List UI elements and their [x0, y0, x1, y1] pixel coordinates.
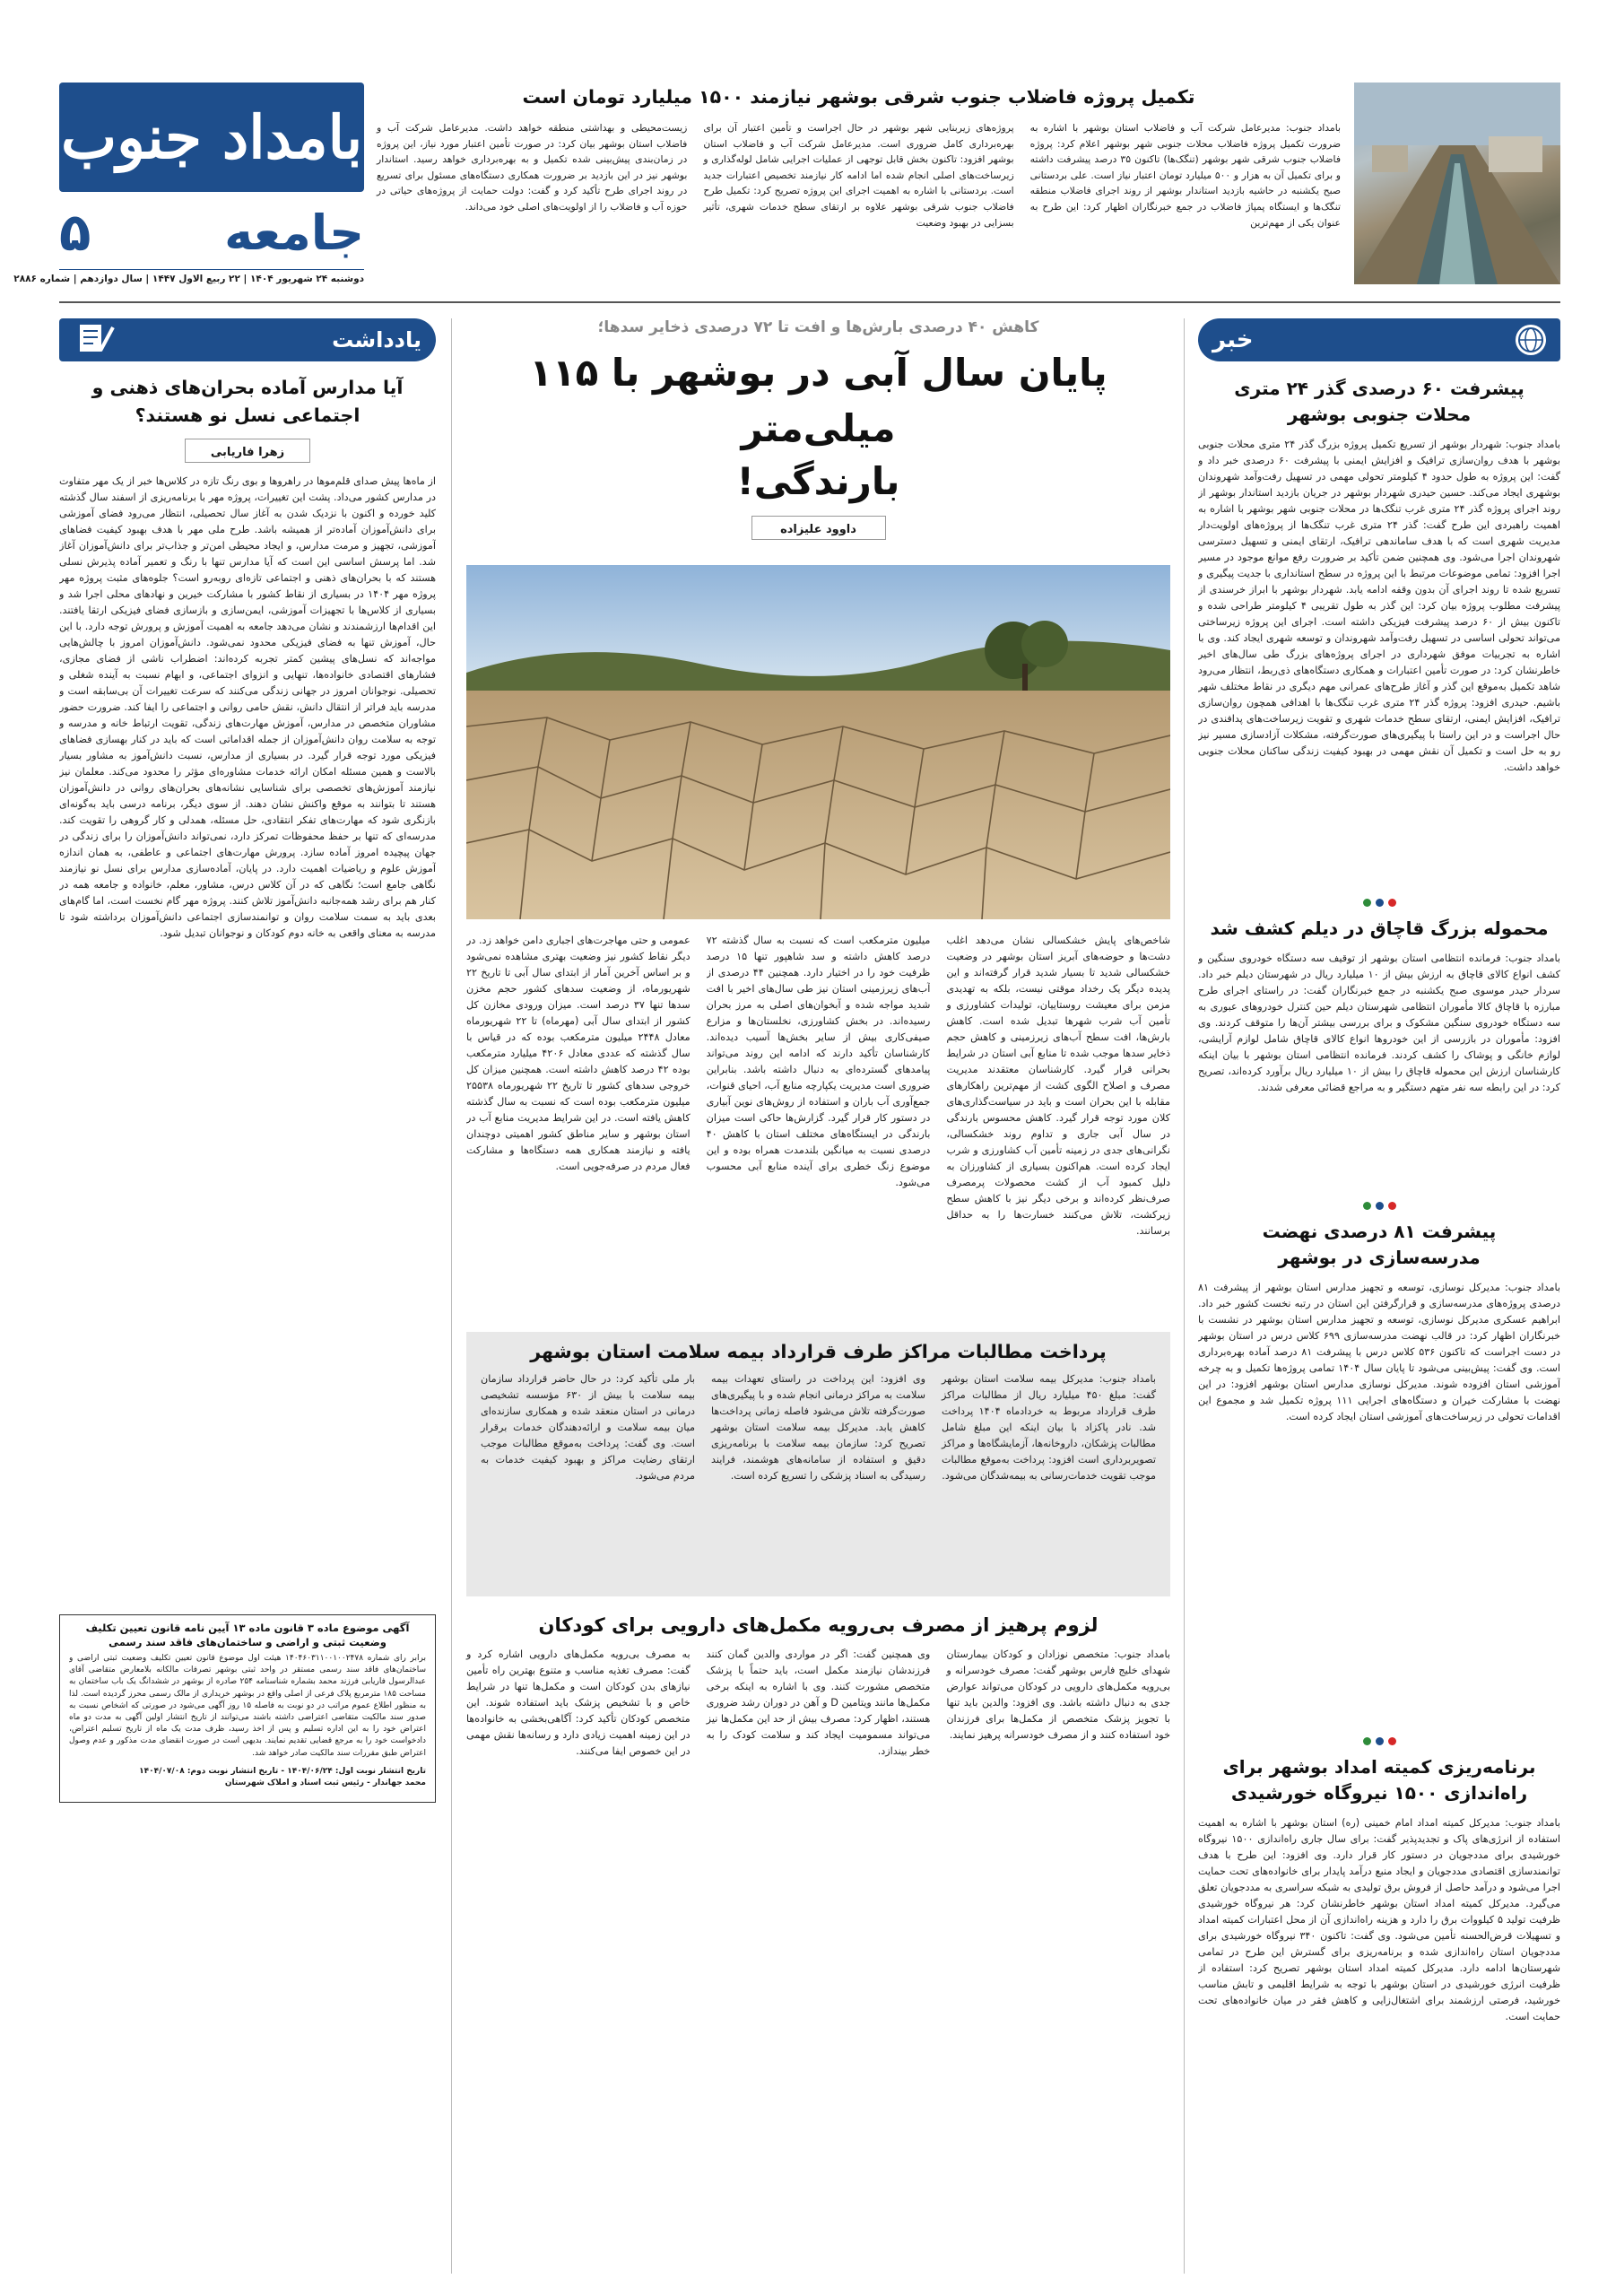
- legal-signer: محمد جهاندار - رئیس ثبت اسناد و املاک شهرستان: [224, 1779, 426, 1787]
- insurance-col-1: بامداد جنوب: مدیرکل بیمه سلامت استان بوشهر گفت: مبلغ ۴۵۰ میلیارد ریال از مطالبات مراکز طرف قرارداد مربوط به خردادماه ۱۴۰۴ پرداخت شد. نادر پاکزاد با بیان اینکه این مبلغ شامل مطالبات پزشکان، داروخانه‌ها، آزمایشگاه‌ها و مراکز تصویربرداری است افزود: پرداخت به‌موقع مطالبات موجب تقویت خدمات‌رسانی به بیمه‌شدگان می‌شود.: [942, 1373, 1156, 1482]
- child-col-3: به مصرف بی‌رویه مکمل‌های دارویی اشاره کرد و گفت: مصرف تغذیه مناسب و متنوع بهترین راه تأمین نیازهای بدن کودکان است و مکمل‌ها تنها در شرایط خاص و با تشخیص پزشک باید استفاده شوند. این متخصص کودکان تأکید کرد: آگاهی‌بخشی به خانواده‌ها در این زمینه اهمیت زیادی دارد و رسانه‌ها نقش مهمی در این خصوص ایفا می‌کنند.: [465, 1648, 691, 1757]
- logo: بامداد جنوب: [59, 83, 364, 192]
- news-column: [1198, 318, 1560, 2274]
- news-item-1-body: بامداد جنوب: شهردار بوشهر از تسریع تکمیل پروژه بزرگ گذر ۲۴ متری محلات جنوبی بوشهر با هدف روان‌سازی ترافیک و افزایش ایمنی با پیشرفت ۶۰ درصدی خبر داد و گفت: این پروژه به طول حدود ۴ کیلومتر تحولی مهمی در تسهیل رفت‌وآمد شهروندان بوشهری ایجاد می‌کند. حسین حیدری شهردار بوشهر در جریان بازدید استاندار بوشهر از روند اجرای پروژه گذر ۲۴ متری غرب تنگک‌ها در محلات جنوبی شهر بوشهر با اشاره به اهمیت راهبردی این طرح گفت: گذر ۲۴ متری غرب تنگک‌ها از پروژه‌های اولویت‌دار مدیریت شهری است که با هدف ساماندهی ترافیک، ارتقای ایمنی و تسهیل دسترسی شهروندان اجرا می‌شود. وی همچنین ضمن تأکید بر ضرورت رفع موانع موجود در مسیر اجرا افزود: تمامی موضوعات مرتبط با این پروژه در سطح استانداری با جدیت پیگیری و تسریع شده تا روند اجرای آن بدون وقفه ادامه یابد. شهردار بوشهر با ابراز خرسندی از پیشرفت مطلوب پروژه بیان کرد: این گذر به طول تقریبی ۴ کیلومتر طراحی شده و تاکنون بیش از ۶۰ درصد پیشرفت فیزیکی داشته است. اجرای این پروژه زیرساختی می‌تواند تحولی اساسی در تسهیل رفت‌وآمد شهروندان و توسعه شهری ایجاد کند. وی با اشاره به تجربیات موفق شهرداری در اجرای پروژه‌های بزرگ طی سال‌های اخیر خاطرنشان کرد: در صورت تأمین اعتبارات و همکاری دستگاه‌های ذی‌ربط، انتظار می‌رود شاهد تکمیل به‌موقع این گذر و آغاز طرح‌های عمرانی مهم دیگری در نقاط مختلف شهر باشیم. حیدری افزود: پروژه گذر ۲۴ متری غرب تنگک‌ها با اهدافی همچون روان‌سازی ترافیک، افزایش ایمنی، ارتقای سطح خدمات شهری و تقویت زیرساخت‌های پدافندی در حال اجراست و در این راستا با پیگیری‌های صورت‌گرفته، مشکلات آزادسازی مسیر نیز رو به حل است و تکمیل آن نقش مهمی در بهبود کیفیت زندگی ساکنان محلات جنوبی خواهد داشت.: [1198, 439, 1560, 773]
- opinion-label-bar: [59, 318, 436, 361]
- news-item-4: [1198, 1754, 1560, 2246]
- opinion-author: زهرا فاریابی: [210, 446, 285, 459]
- child-headline: لزوم پرهیز از مصرف بی‌رویه مکمل‌های دارویی برای کودکان: [538, 1614, 1099, 1636]
- cracked-earth-illustration: [466, 565, 1170, 919]
- trench-illustration: [1354, 83, 1560, 284]
- insurance-col-3: بار ملی تأکید کرد: در حال حاضر قرارداد سازمان بیمه سلامت با بیش از ۶۳۰ مؤسسه تشخیصی درمانی در استان منعقد شده و همکاری سازنده‌ای میان بیمه سلامت و ارائه‌دهندگان خدمات برقرار است. وی گفت: پرداخت به‌موقع مطالبات موجب ارتقای رضایت مراکز و بهبود کیفیت خدمات به مردم می‌شود.: [481, 1373, 695, 1482]
- opinion-label: یادداشت: [332, 327, 421, 352]
- globe-icon: [1516, 325, 1546, 355]
- column-rule-left: [451, 318, 452, 2274]
- news-item-4-headline: برنامه‌ریزی کمیته امداد بوشهر برای راه‌اندازی ۱۵۰۰ نیروگاه خورشیدی: [1222, 1756, 1536, 1804]
- top-story-col-1: بامداد جنوب: مدیرعامل شرکت آب و فاضلاب استان بوشهر با اشاره به ضرورت تکمیل پروژه فاضلاب محلات جنوبی شهر بوشهر اعلام کرد: پروژه فاضلاب جنوب شرقی شهر بوشهر (تنگک‌ها) تاکنون ۳۵ درصد پیشرفت داشته و برای تکمیل آن به هزار و ۵۰۰ میلیارد تومان اعتبار نیاز است. علی بردستانی صبح یکشنبه در حاشیه بازدید استاندار بوشهر از روند اجرای فاضلاب منطقه تنگک‌ها و ایستگاه پمپاژ فاضلاب در جمع خبرنگاران اظهار کرد: این طرح به عنوان یکی از مهم‌ترین: [1029, 122, 1341, 229]
- news-item-4-body: بامداد جنوب: مدیرکل کمیته امداد امام خمینی (ره) استان بوشهر با اشاره به اهمیت استفاده از انرژی‌های پاک و تجدیدپذیر گفت: برای سال جاری راه‌اندازی ۱۵۰۰ نیروگاه خورشیدی برای مددجویان در دستور کار قرار دارد. وی افزود: این طرح با هدف توانمندسازی اقتصادی مددجویان و ایجاد منبع درآمد پایدار برای خانواده‌های تحت حمایت اجرا می‌شود و درآمد حاصل از فروش برق تولیدی به شبکه سراسری به مددجویان تعلق می‌گیرد. مدیرکل کمیته امداد استان بوشهر خاطرنشان کرد: هر نیروگاه خورشیدی ظرفیت تولید ۵ کیلووات برق را دارد و هزینه راه‌اندازی آن از محل اعتبارات کمیته امداد و تسهیلات قرض‌الحسنه تأمین می‌شود. وی گفت: تاکنون ۳۴۰ نیروگاه خورشیدی برای مددجویان استان راه‌اندازی شده و برنامه‌ریزی برای گسترش این طرح در تمامی شهرستان‌ها ادامه دارد. مدیرکل کمیته امداد استان بوشهر تصریح کرد: استفاده از ظرفیت انرژی خورشیدی در استان بوشهر با توجه به شرایط اقلیمی و تابش مناسب خورشید، فرصتی ارزشمند برای اشتغال‌زایی و کاهش فقر در میان خانواده‌های تحت حمایت است.: [1198, 1817, 1560, 2022]
- main-story: [466, 318, 1170, 540]
- masthead: [13, 83, 364, 289]
- section-title: جامعه: [224, 204, 364, 261]
- news-item-1-headline: پیشرفت ۶۰ درصدی گذر ۲۴ متری محلات جنوبی بوشهر: [1234, 378, 1524, 425]
- separator-dots: [1198, 1202, 1560, 1210]
- main-headline-line-1: پایان سال آبی در بوشهر با ۱۱۵ میلی‌متر: [529, 351, 1108, 450]
- news-item-3-headline: پیشرفت ۸۱ درصدی نهضت مدرسه‌سازی در بوشهر: [1262, 1221, 1497, 1268]
- news-item-3: [1198, 1219, 1560, 1745]
- insurance-col-2: وی افزود: این پرداخت در راستای تعهدات بیمه سلامت به مراکز درمانی انجام شده و با پیگیری‌های صورت‌گرفته تلاش می‌شود فاصله زمانی پرداخت‌ها کاهش یابد. مدیرکل بیمه سلامت استان بوشهر تصریح کرد: سازمان بیمه سلامت با برنامه‌ریزی دقیق و استفاده از سامانه‌های هوشمند، فرایند رسیدگی به اسناد پزشکی را تسریع کرده است.: [711, 1373, 925, 1482]
- main-story-columns: [466, 933, 1170, 1309]
- legal-dates: تاریخ انتشار نوبت اول: ۱۴۰۴/۰۶/۲۴ - تاریخ انتشار نوبت دوم: ۱۴۰۴/۰۷/۰۸: [139, 1767, 426, 1776]
- main-story-col-1: شاخص‌های پایش خشکسالی نشان می‌دهد اغلب دشت‌ها و حوضه‌های آبریز استان بوشهر در وضعیت خشکسالی شدید تا بسیار شدید قرار گرفته‌اند و این پدیده دیگر یک رخداد موقتی نیست، بلکه به تهدیدی مزمن برای معیشت روستاییان، تولیدات کشاورزی و تأمین آب شرب شهرها تبدیل شده است. کاهش بارش‌ها، افت سطح آب‌های زیرزمینی و کاهش حجم ذخایر سدها موجب شده تا منابع آبی استان در شرایط بحرانی قرار گیرد. کارشناسان معتقدند مدیریت مصرف و اصلاح الگوی کشت از مهم‌ترین راهکارهای مقابله با این بحران است و باید در سیاست‌گذاری‌های کلان مورد توجه قرار گیرد. کاهش محسوس بارندگی در سال آبی جاری و تداوم روند خشکسالی، نگرانی‌های جدی در زمینه تأمین آب کشاورزی و شرب ایجاد کرده است. هم‌اکنون بسیاری از کشاورزان به دلیل کمبود آب از کشت محصولات پرمصرف صرف‌نظر کرده‌اند و برخی دیگر نیز با کاهش سطح زیرکشت، تلاش می‌کنند خسارت‌ها را به حداقل برسانند.: [946, 935, 1170, 1237]
- main-headline-line-2: بارندگی!: [736, 459, 900, 503]
- main-story-col-3: عمومی و حتی مهاجرت‌های اجباری دامن خواهد زد. در دیگر نقاط کشور نیز وضعیت بهتری مشاهده نمی‌شود و بر اساس آخرین آمار از ابتدای سال آبی تا تاریخ ۲۲ شهریورماه، از وضعیت سدهای کشور حجم مخزن سدها تنها ۳۷ درصد است. میزان ورودی مخازن کل کشور از ابتدای سال آبی (مهرماه) تا ۲۲ شهریورماه معادل ۲۴۴۸ میلیون مترمکعب بوده که در قیاس با سال گذشته که عددی معادل ۴۲۰۶ میلیارد مترمکعب بوده ۴۲ درصد کاهش داشته است. همچنین میزان کل خروجی سدهای کشور تا تاریخ ۲۲ شهریورماه ۲۵۵۳۸ میلیون مترمکعب بوده است که نسبت به سال گذشته کاهش یافته است. در این شرایط مدیریت منابع آب در استان بوشهر و سایر مناطق کشور اهمیتی دوچندان یافته و نیازمند همکاری همه دستگاه‌ها و مشارکت فعال مردم در صرفه‌جویی است.: [465, 935, 691, 1172]
- main-story-photo: [466, 565, 1170, 919]
- author-box: [185, 439, 310, 463]
- top-story-photo: [1354, 83, 1560, 284]
- insurance-headline: پرداخت مطالبات مراکز طرف قرارداد بیمه سلامت استان بوشهر: [530, 1341, 1107, 1362]
- news-item-2: [1198, 916, 1560, 1210]
- top-story-col-3: زیست‌محیطی و بهداشتی منطقه خواهد داشت. مدیرعامل شرکت آب و فاضلاب استان بوشهر بیان کرد: در صورت تأمین اعتبار مورد نیاز، این پروژه در زمان‌بندی پیش‌بینی شده تکمیل و به بهره‌برداری خواهد رسید. استاندار بوشهر نیز در این بازدید بر ضرورت همکاری دستگاه‌های مسئول برای تسریع در روند اجرای طرح تأکید کرد و گفت: دولت حمایت از پروژه‌های حیاتی در حوزه آب و فاضلاب را از اولویت‌های اصلی خود می‌داند.: [377, 122, 688, 213]
- byline-box: [751, 516, 886, 540]
- top-story-col-2: پروژه‌های زیربنایی شهر بوشهر در حال اجراست و تأمین اعتبار آن برای بهره‌برداری کامل ضروری است. مدیرعامل شرکت آب و فاضلاب استان بوشهر افزود: تاکنون بخش قابل توجهی از عملیات اجرایی شامل لوله‌گذاری و زیرساخت‌های اصلی انجام شده اما ادامه کار نیازمند تخصیص اعتبارات جدید است. بردستانی با اشاره به اهمیت اجرای این پروژه تصریح کرد: تکمیل طرح فاضلاب جنوب شرقی بوشهر علاوه بر ارتقای سطح خدمات شهری، تأثیر بسزایی در بهبود وضعیت: [703, 122, 1014, 229]
- date-line: دوشنبه ۲۴ شهریور ۱۴۰۴ | ۲۲ ربیع الاول ۱۴۴۷ | سال دوازدهم | شماره ۲۸۸۶: [59, 269, 364, 284]
- child-col-1: بامداد جنوب: متخصص نوزادان و کودکان بیمارستان شهدای خلیج فارس بوشهر گفت: مصرف خودسرانه و بی‌رویه مکمل‌های دارویی در کودکان می‌تواند عوارض جدی به دنبال داشته باشد. وی افزود: والدین باید تنها با تجویز پزشک متخصص از مکمل‌ها برای فرزندان خود استفاده کنند و از مصرف خودسرانه پرهیز نمایند.: [946, 1648, 1170, 1741]
- news-item-2-headline: محموله بزرگ قاچاق در دیلم کشف شد: [1210, 918, 1549, 939]
- opinion-body: از ماه‌ها پیش صدای قلم‌موها در راهروها و بوی رنگ تازه در کلاس‌ها خبر از یک مهر متفاوت در مدارس کشور می‌داد. پشت این تغییرات، پروژه مهر با برنامه‌ریزی از اسفند سال گذشته کلید خورده و اکنون با نزدیک شدن به آغاز سال تحصیلی، انتظار می‌رود فضای آموزشی برای دانش‌آموزان آماده‌تر از همیشه باشد. طرح ملی مهر با هدف بهبود کیفیت فضاهای آموزشی، تجهیز و مرمت مدارس، و ایجاد محیطی امن‌تر و جذاب‌تر برای دانش‌آموزان آغاز شد. اما پرسش اساسی این است که آیا مدارس تنها با رنگ و تعمیر آماده پذیرش نسلی هستند که با بحران‌های ذهنی و اجتماعی تازه‌ای روبه‌رو است؟ جلوه‌های مثبت پروژه مهر پروژه مهر ۱۴۰۴ در بسیاری از نقاط کشور با مشارکت خیرین و نهادهای محلی اجرا شد و بسیاری از کلاس‌ها با تجهیزات آموزشی، ایمن‌سازی و بازسازی فضای فیزیکی ارتقا یافتند. این اقدام‌ها ارزشمندند و نشان می‌دهد جامعه به اهمیت آموزش و پرورش توجه دارد. با این حال، آموزش تنها به فضای فیزیکی محدود نمی‌شود. دانش‌آموزان امروز با چالش‌هایی مواجه‌اند که نسل‌های پیشین کمتر تجربه کرده‌اند: اضطراب ناشی از فضای مجازی، فشارهای اقتصادی خانواده‌ها، تنهایی و انزوای اجتماعی، و ابهام نسبت به آینده شغلی و تحصیلی. نوجوانان امروز در جهانی زندگی می‌کنند که سرعت تغییرات آن بی‌سابقه است و مدرسه باید فراتر از انتقال دانش، نقش حامی روانی و اجتماعی را ایفا کند. ضرورت حضور مشاوران متخصص در مدارس، آموزش مهارت‌های زندگی، تقویت ارتباط خانه و مدرسه و توجه به سلامت روان دانش‌آموزان از جمله اقداماتی است که باید در کنار بهسازی فضاهای فیزیکی مورد توجه قرار گیرد. در بسیاری از مدارس، نسبت دانش‌آموز به مشاور بسیار بالاست و همین مسئله امکان ارائه خدمات مشاوره‌ای مؤثر را محدود می‌کند. معلمان نیز نیازمند آموزش‌های تخصصی برای شناسایی نشانه‌های بحران‌های روانی در دانش‌آموزان هستند تا بتوانند به موقع واکنش نشان دهند. از سوی دیگر، برنامه درسی باید به‌گونه‌ای بازنگری شود که مهارت‌های تفکر انتقادی، حل مسئله، همدلی و کار گروهی را تقویت کند. مدرسه‌ای که تنها بر حفظ محفوظات تمرکز دارد، نمی‌تواند دانش‌آموزان را برای زندگی در جهان پیچیده امروز آماده سازد. پرورش مهارت‌های اجتماعی و عاطفی، به همان اندازه آموزش علوم و ریاضیات اهمیت دارد. در پایان، آماده‌سازی مدارس برای نسل نو نیازمند نگاهی جامع است؛ نگاهی که در آن کلاس درس، مشاور، معلم، خانواده و جامعه همه در کنار هم برای رشد همه‌جانبه دانش‌آموز تلاش کنند. پروژه مهر گام نخست است، اما گام‌های بعدی باید به سمت سلامت روان و توانمندسازی اجتماعی دانش‌آموزان برداشته شود تا مدرسه به معنای واقعی به خانه دوم کودکان و نوجوانان تبدیل شود.: [59, 475, 436, 939]
- header-divider: [59, 301, 1560, 303]
- news-label: خبر: [1212, 326, 1254, 353]
- opinion-column: [59, 318, 436, 1680]
- separator-dots: [1198, 1737, 1560, 1745]
- opinion-headline: آیا مدارس آماده بحران‌های ذهنی و اجتماعی نسل نو هستند؟: [91, 377, 404, 426]
- page-number: ۵: [59, 202, 91, 263]
- byline: داوود علیزاده: [780, 523, 856, 536]
- legal-notice: [59, 1614, 436, 1803]
- legal-body: برابر رای شماره ۱۴۰۴۶۰۳۱۱۰۰۱۰۰۲۴۷۸ هیئت اول موضوع قانون تعیین تکلیف وضعیت ثبتی اراضی و ساختمان‌های فاقد سند رسمی مستقر در واحد ثبتی بوشهر تصرفات مالکانه بلامعارض متقاضی آقای عبدالرسول فاریابی فرزند محمد بشماره شناسنامه ۲۵۴ صادره از بوشهر در ششدانگ یک باب ساختمان به مساحت ۱۸۵ مترمربع پلاک فرعی از اصلی واقع در بوشهر خریداری از مالک رسمی محرز گردیده است. لذا به منظور اطلاع عموم مراتب در دو نوبت به فاصله ۱۵ روز آگهی می‌شود در صورتی که اشخاص نسبت به صدور سند مالکیت متقاضی اعتراضی داشته باشند می‌توانند از تاریخ انتشار اولین آگهی به مدت دو ماه اعتراض خود را به این اداره تسلیم و پس از اخذ رسید، ظرف مدت یک ماه از تاریخ تسلیم اعتراض، دادخواست خود را به مرجع قضایی تقدیم نمایند. بدیهی است در صورت انقضای مدت مذکور و عدم وصول اعتراض طبق مقررات سند مالکیت صادر خواهد شد.: [69, 1654, 426, 1758]
- column-rule-right: [1184, 318, 1185, 2274]
- child-story: [466, 1614, 1170, 1760]
- news-label-bar: [1198, 318, 1560, 361]
- news-item-3-body: بامداد جنوب: مدیرکل نوسازی، توسعه و تجهیز مدارس استان بوشهر از پیشرفت ۸۱ درصدی پروژه‌های مدرسه‌سازی و قرارگرفتن این استان در رتبه نخست کشور خبر داد. ابراهیم عسکری مدیرکل نوسازی، توسعه و تجهیز مدارس استان بوشهر در نشست با خبرنگاران اظهار کرد: در قالب نهضت مدرسه‌سازی ۶۹۹ کلاس درس در استان بوشهر در دست اجراست که تاکنون ۵۳۶ کلاس درس با پیشرفت ۸۱ درصد آماده بهره‌برداری است. وی گفت: پیش‌بینی می‌شود تا پایان سال ۱۴۰۴ تمامی پروژه‌ها تکمیل و به چرخه آموزشی استان افزوده شوند. مدیرکل نوسازی مدارس استان بوشهر افزود: در این نهضت با مشارکت خیران و دستگاه‌های اجرایی ۱۱۱ پروژه تکمیل شد و مجموع این اقدامات تحولی در زیرساخت‌های آموزشی استان ایجاد کرده است.: [1198, 1282, 1560, 1422]
- legal-title: آگهی موضوع ماده ۳ قانون ماده ۱۳ آیین نامه قانون تعیین تکلیف وضعیت ثبتی و اراضی و ساختمان‌های فاقد سند رسمی: [85, 1622, 410, 1648]
- top-story-headline: تکمیل پروژه فاضلاب جنوب شرقی بوشهر نیازمند ۱۵۰۰ میلیارد تومان است: [522, 86, 1195, 108]
- insurance-story: [466, 1332, 1170, 1596]
- child-col-2: وی همچنین گفت: اگر در مواردی والدین گمان کنند فرزندشان نیازمند مکمل است، باید حتماً با پزشک متخصص مشورت کنند. وی با اشاره به اینکه برخی مکمل‌ها مانند ویتامین D و آهن در دوران رشد ضروری هستند، اظهار کرد: مصرف بیش از حد این مکمل‌ها نیز می‌تواند مسمومیت ایجاد کند و سلامت کودک را به خطر بیندازد.: [706, 1648, 931, 1757]
- main-kicker: کاهش ۴۰ درصدی بارش‌ها و افت تا ۷۲ درصدی ذخایر سدها؛: [597, 318, 1039, 336]
- news-item-1: [1198, 376, 1560, 907]
- news-item-2-body: بامداد جنوب: فرمانده انتظامی استان بوشهر از توقیف سه دستگاه خودروی سنگین و کشف انواع کالای قاچاق به ارزش بیش از ۱۰ میلیارد ریال در شهرستان دیلم خبر داد. سردار حیدر موسوی صبح یکشنبه در جمع خبرنگاران گفت: در راستای اجرای طرح مبارزه با قاچاق کالا مأموران انتظامی شهرستان دیلم حین کنترل خودروهای عبوری به سه دستگاه خودروی سنگین مشکوک و برای بررسی بیشتر آن‌ها را متوقف کردند. وی افزود: مأموران در بازرسی از این خودروها انواع کالای قاچاق شامل لوازم آرایشی، لوازم خانگی و پوشاک را کشف کردند. فرمانده انتظامی استان بوشهر با بیان اینکه کارشناسان ارزش این محموله قاچاق را بیش از ۱۰ میلیارد ریال برآورد کرده‌اند، تصریح کرد: در این رابطه سه نفر متهم دستگیر و به مراجع قضائی معرفی شدند.: [1198, 952, 1560, 1093]
- top-story: [377, 83, 1560, 289]
- main-story-col-2: میلیون مترمکعب است که نسبت به سال گذشته ۷۲ درصد کاهش داشته و سد شاهپور تنها ۱۵ درصد ظرفیت خود را در اختیار دارد. همچنین ۴۴ درصدی از آب‌های زیرزمینی استان نیز طی سال‌های اخیر با افت شدید مواجه شده و آبخوان‌های اصلی به مرز بحران رسیده‌اند. در بخش کشاورزی، نخلستان‌ها و مزارع صیفی‌کاری بیش از سایر بخش‌ها آسیب دیده‌اند. کارشناسان تأکید دارند که ادامه این روند می‌تواند پیامدهای گسترده‌ای به دنبال داشته باشد. بنابراین ضروری است مدیریت یکپارچه منابع آب، احیای قنوات، جمع‌آوری آب باران و استفاده از روش‌های نوین آبیاری در دستور کار قرار گیرد. گزارش‌ها حاکی است میزان بارندگی در ایستگاه‌های مختلف استان با کاهش ۴۰ درصدی نسبت به میانگین بلندمدت همراه بوده و این موضوع زنگ خطری برای آینده منابع آبی محسوب می‌شود.: [706, 935, 931, 1188]
- separator-dots: [1198, 899, 1560, 907]
- notepad-icon: [74, 320, 115, 360]
